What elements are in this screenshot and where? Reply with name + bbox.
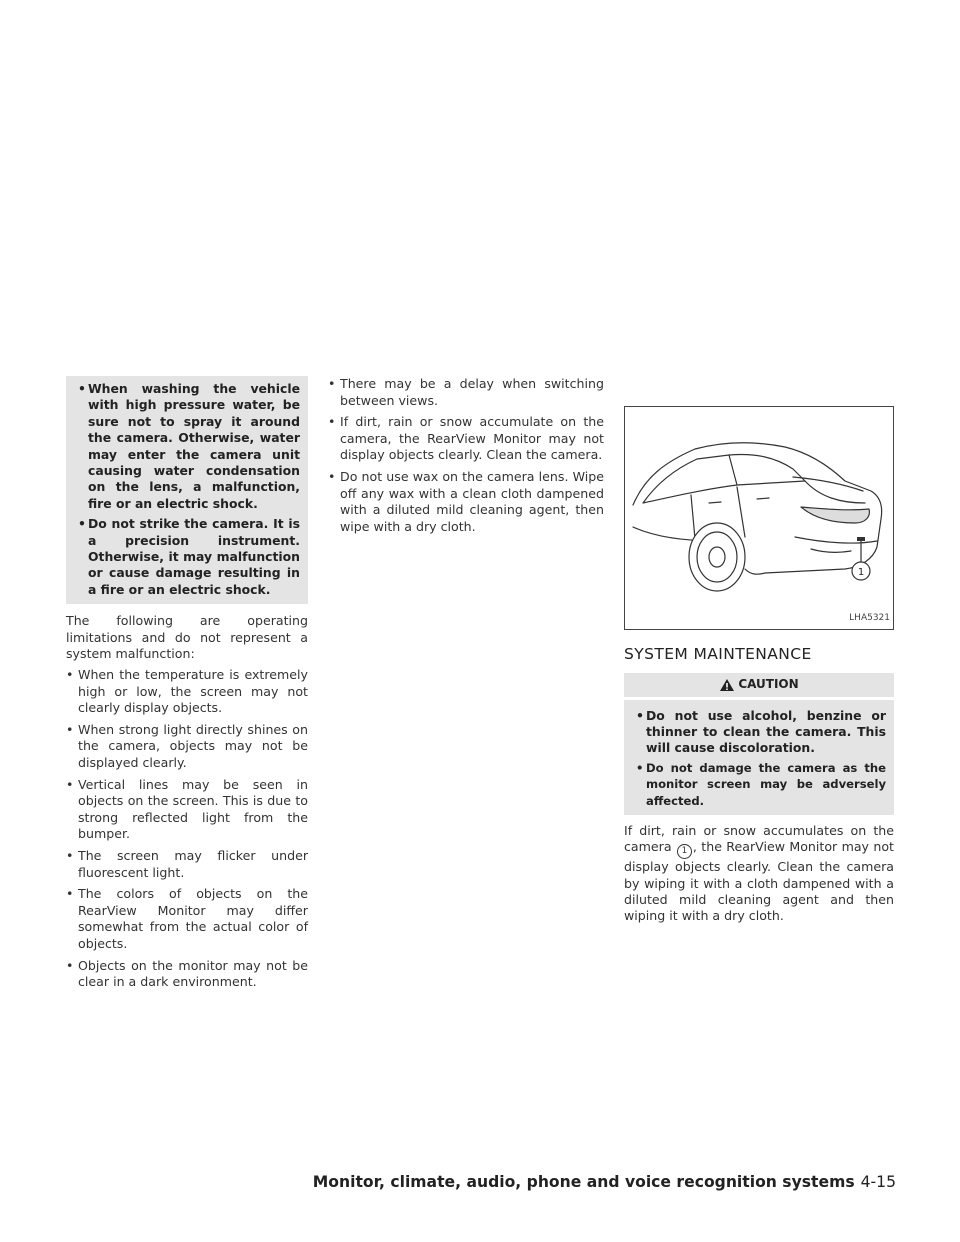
list-item: • Vertical lines may be seen in objects on the screen. This is due to strong reflected light from the bumper. xyxy=(66,776,308,842)
page-number: 4-15 xyxy=(860,1173,896,1191)
caution-label: CAUTION xyxy=(738,677,799,692)
left-column xyxy=(66,376,308,996)
caution-header xyxy=(624,673,894,697)
limitations-list xyxy=(66,667,308,991)
limitations-list-continued xyxy=(328,376,604,535)
list-item: • When the temperature is extremely high or low, the screen may not clearly display objects. xyxy=(66,667,308,716)
list-item: • The colors of objects on the RearView Monitor may differ somewhat from the actual color of objects. xyxy=(66,886,308,951)
list-item: • Do not use wax on the camera lens. Wipe off any wax with a clean cloth dampened with a diluted mild cleaning agent, then wipe with a dry cloth. xyxy=(328,468,604,534)
bullet: • xyxy=(78,516,86,532)
camera-location-figure xyxy=(624,406,894,630)
list-item: • Objects on the monitor may not be clear in a dark environment. xyxy=(66,957,308,990)
warning-item: • When washing the vehicle with high pressure water, be sure not to spray it around the camera. Otherwise, water may enter the camera unit causing water condensation on the lens, a malfunction, fire or an electric shock. xyxy=(78,381,300,511)
list-item: • If dirt, rain or snow accumulate on the camera, the RearView Monitor may not display objects clearly. Clean the camera. xyxy=(328,414,604,463)
maintenance-paragraph: If dirt, rain or snow accumulates on the camera 1 , the RearView Monitor may not display objects clearly. Clean the camera by wiping it with a cloth dampened with a diluted mild cleaning agent and then wiping it with a dry cloth. xyxy=(624,822,894,924)
warning-triangle-icon xyxy=(719,678,735,692)
figure-callout: 1 xyxy=(857,567,865,578)
section-title: SYSTEM MAINTENANCE xyxy=(624,645,812,663)
rear-car-illustration xyxy=(625,407,893,629)
bullet: • xyxy=(78,381,86,396)
callout-marker: 1 xyxy=(677,844,692,859)
list-item: • There may be a delay when switching between views. xyxy=(328,376,604,408)
figure-code: LHA5321 xyxy=(849,613,890,624)
page-footer xyxy=(313,1173,896,1191)
middle-column xyxy=(328,376,604,540)
chapter-title: Monitor, climate, audio, phone and voice recognition systems xyxy=(312,1173,855,1191)
caution-item: • Do not damage the camera as the monitor screen may be adversely affected. xyxy=(636,761,886,808)
warning-item: • Do not strike the camera. It is a precision instrument. Otherwise, it may malfunction or cause damage resulting in a fire or an electric shock. xyxy=(78,516,300,597)
list-item: • When strong light directly shines on the camera, objects may not be displayed clearly. xyxy=(66,721,308,771)
list-item: • The screen may flicker under fluorescent light. xyxy=(66,848,308,880)
right-column xyxy=(624,376,894,929)
limitations-intro: The following are operating limitations and do not represent a system malfunction: xyxy=(66,613,308,662)
warning-box xyxy=(66,376,308,604)
caution-item: • Do not use alcohol, benzine or thinner to clean the camera. This will cause discoloration. xyxy=(636,707,886,755)
caution-box xyxy=(624,700,894,815)
